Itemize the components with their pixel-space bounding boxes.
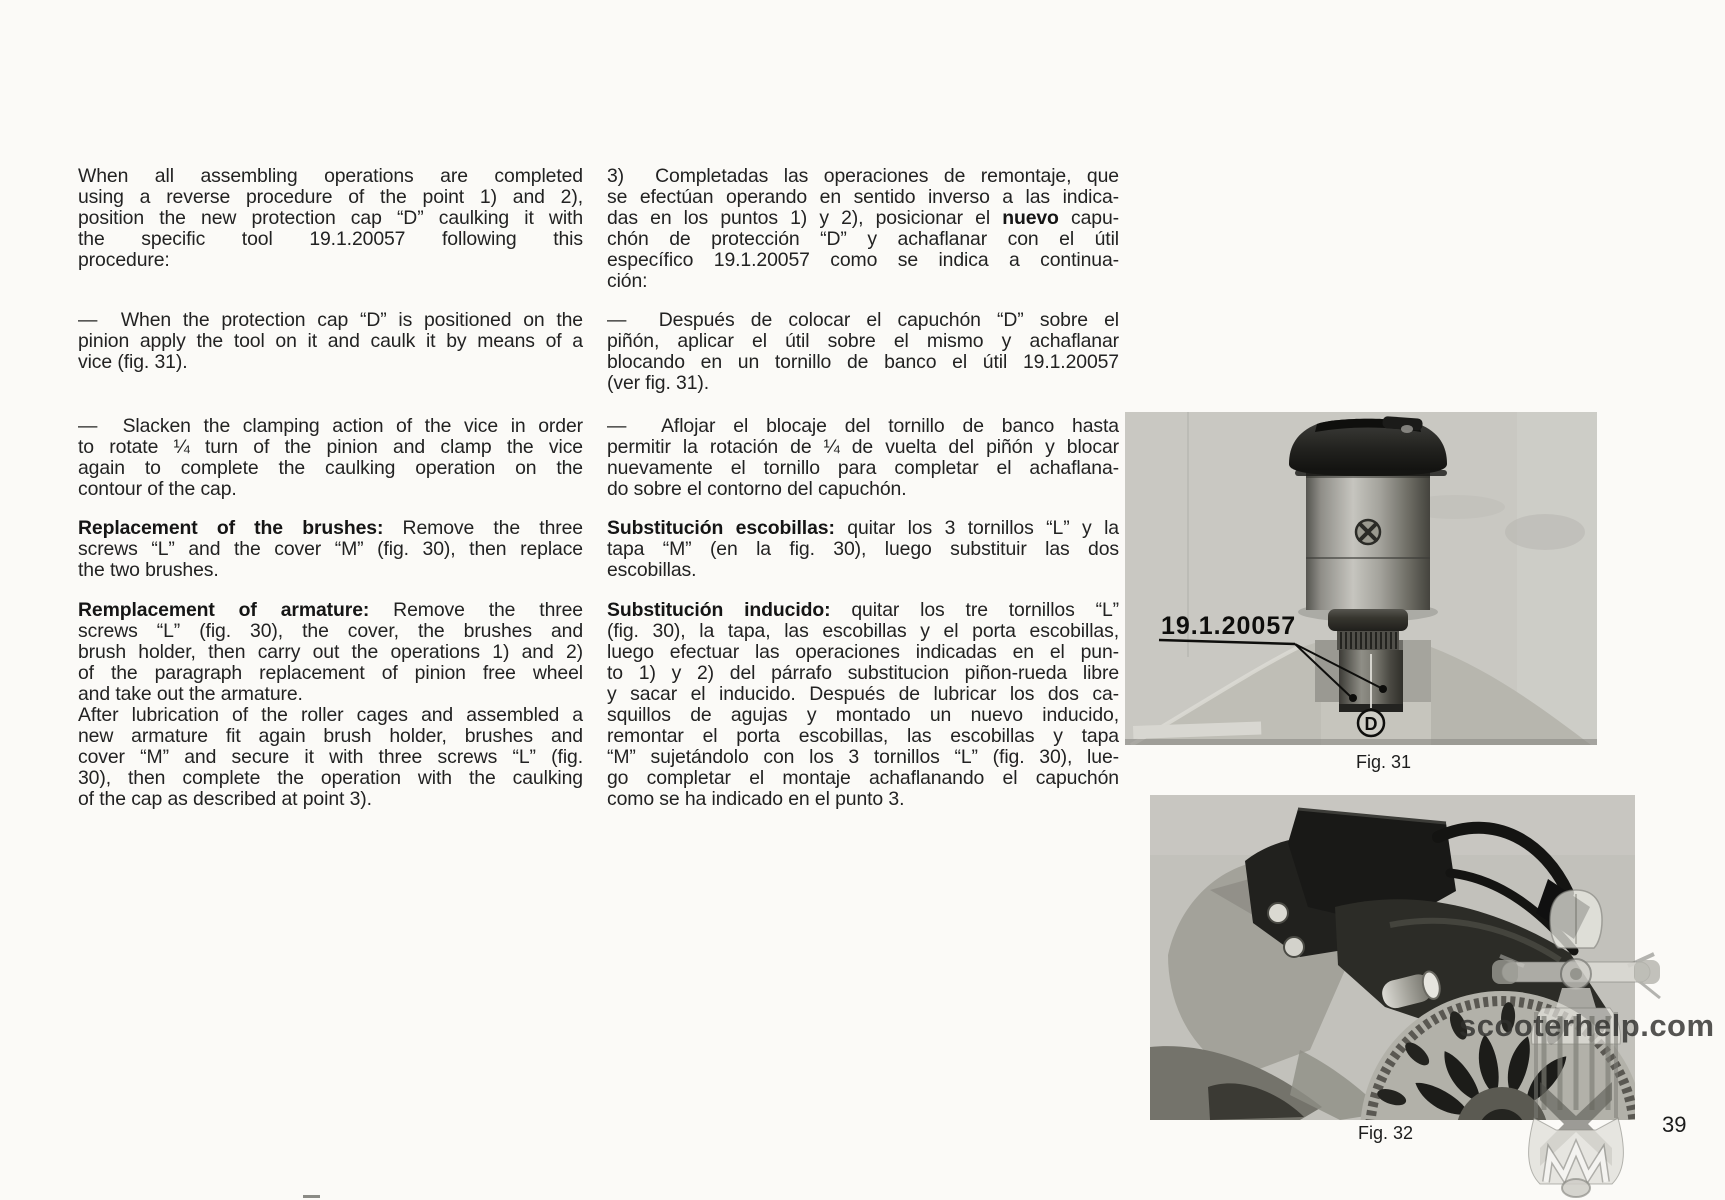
text-line: (ver fig. 31). (607, 372, 710, 394)
scooterhelp-watermark: scooterhelp.com (1459, 1008, 1715, 1043)
text-line: se efectúan operando en sentido inverso a las indica- (607, 186, 1119, 208)
text-line: using a reverse procedure of the point 1) and 2), (78, 186, 583, 208)
paragraph (78, 166, 583, 271)
fig31-illustration (1125, 412, 1597, 745)
part-d-callout (1358, 710, 1384, 736)
text-line: chón de protección “D” y achaflanar con el útil (607, 228, 1119, 250)
text-line: como se ha indicado en el punto 3. (607, 788, 905, 810)
text-line: When all assembling operations are completed (78, 165, 583, 187)
text-line: procedure: (78, 249, 170, 271)
text-line: to 1) y 2) del párrafo substitucion piñon-rueda libre (607, 662, 1119, 684)
text-line: — When the protection cap “D” is positioned on the (78, 309, 583, 331)
text-line: After lubrication of the roller cages and assembled a (78, 704, 583, 726)
text-line: Substitución escobillas: quitar los 3 tornillos “L” y la (607, 517, 1119, 539)
page-number: 39 (1662, 1112, 1687, 1137)
text-line: blocando en un tornillo de banco el útil 19.1.20057 (607, 351, 1119, 373)
text-line: Replacement of the brushes: Remove the three (78, 517, 583, 539)
text-line: permitir la rotación de ¼ de vuelta del piñón y blocar (607, 436, 1119, 458)
paragraph (607, 416, 1119, 500)
text-line: screws “L” and the cover “M” (fig. 30), then replace (78, 538, 583, 560)
text-line: vice (fig. 31). (78, 351, 188, 373)
text-line: 3) Completadas las operaciones de remontaje, que (607, 165, 1119, 187)
tool-number-label: 19.1.20057 (1161, 612, 1297, 640)
text-line: Substitución inducido: quitar los tre tornillos “L” (607, 599, 1119, 621)
text-line: again to complete the caulking operation on the (78, 457, 583, 479)
text-line: específico 19.1.20057 como se indica a continua- (607, 249, 1119, 271)
figure-31-photo (1125, 412, 1597, 745)
text-line: and take out the armature. (78, 683, 303, 705)
text-line: squillos de agujas y montado un nuevo inducido, (607, 704, 1119, 726)
text-line: ción: (607, 270, 648, 292)
text-line: pinion apply the tool on it and caulk it by means of a (78, 330, 583, 352)
scan-artifact (303, 1195, 320, 1198)
text-line: das en los puntos 1) y 2), posicionar el nuevo capu- (607, 207, 1119, 229)
text-line: 30), then complete the operation with the caulking (78, 767, 583, 789)
text-line: the two brushes. (78, 559, 219, 581)
text-line: go completar el montaje achaflanando el capuchón (607, 767, 1119, 789)
text-line: luego efectuar las operaciones indicadas en el pun- (607, 641, 1119, 663)
text-line: piñón, aplicar el útil sobre el mismo y achaflanar (607, 330, 1119, 352)
text-line: of the paragraph replacement of pinion free wheel (78, 662, 583, 684)
text-line: escobillas. (607, 559, 697, 581)
paragraph (78, 416, 583, 500)
text-line: position the new protection cap “D” caulking it with (78, 207, 583, 229)
paragraph (607, 518, 1119, 581)
text-line: new armature fit again brush holder, brushes and (78, 725, 583, 747)
paragraph (78, 600, 583, 810)
text-line: — Slacken the clamping action of the vice in order (78, 415, 583, 437)
text-line: “M” sujetándolo con los 3 tornillos “L” (fig. 30), lue- (607, 746, 1119, 768)
text-line: screws “L” (fig. 30), the cover, the brushes and (78, 620, 583, 642)
text-line: Remplacement of armature: Remove the three (78, 599, 583, 621)
figure-31-caption: Fig. 31 (1356, 752, 1412, 772)
paragraph (607, 166, 1119, 292)
text-line: (fig. 30), la tapa, las escobillas y el porta escobillas, (607, 620, 1119, 642)
text-line: of the cap as described at point 3). (78, 788, 372, 810)
column-english (78, 0, 583, 1200)
text-line: nuevamente el tornillo para completar el achaflana- (607, 457, 1119, 479)
text-line: brush holder, then carry out the operations 1) and 2) (78, 641, 583, 663)
phillips-screw-icon (1356, 520, 1380, 544)
paragraph (78, 518, 583, 581)
text-line: — Después de colocar el capuchón “D” sobre el (607, 309, 1119, 331)
text-line: tapa “M” (en la fig. 30), luego substituir las dos (607, 538, 1119, 560)
text-line: — Aflojar el blocaje del tornillo de banco hasta (607, 415, 1119, 437)
text-line: y sacar el inducido. Después de lubricar los dos ca- (607, 683, 1119, 705)
figure-32-caption: Fig. 32 (1358, 1123, 1414, 1143)
part-d-label: D (1364, 714, 1378, 734)
text-line: remontar el porta escobillas, las escobillas y tapa (607, 725, 1119, 747)
text-line: contour of the cap. (78, 478, 237, 500)
text-line: do sobre el contorno del capuchón. (607, 478, 907, 500)
paragraph (607, 600, 1119, 810)
text-line: to rotate ¼ turn of the pinion and clamp the vice (78, 436, 583, 458)
column-spanish (607, 0, 1119, 1200)
text-line: cover “M” and secure it with three screws “L” (fig. (78, 746, 583, 768)
paragraph (607, 310, 1119, 394)
text-line: the specific tool 19.1.20057 following this (78, 228, 583, 250)
paragraph (78, 310, 583, 373)
